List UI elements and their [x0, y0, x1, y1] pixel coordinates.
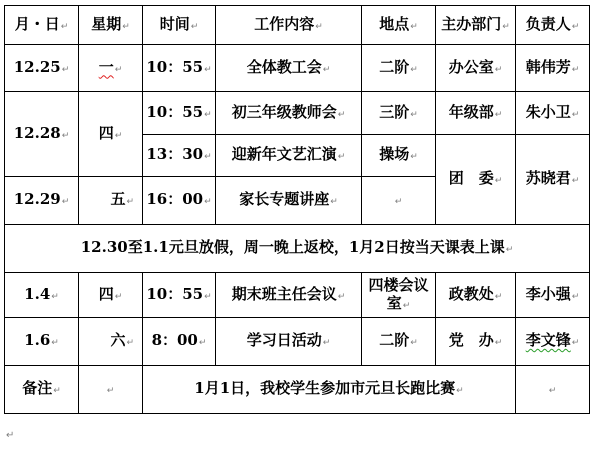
header-place: 地点↵: [362, 6, 436, 45]
cell-weekday: ↵: [79, 366, 143, 414]
cell-content: 家长专题讲座↵: [216, 177, 362, 225]
cell-content: 全体教工会↵: [216, 45, 362, 92]
cell-person: 韩伟芳↵: [516, 45, 590, 92]
cell-date: 12.25↵: [5, 45, 79, 92]
cropped-title-fragment: [150, 0, 420, 3]
cell-place: 二阶↵: [362, 318, 436, 366]
remark-row: [5, 366, 590, 414]
paragraph-mark: ↵: [6, 430, 15, 441]
cell-person: 李文锋↵: [516, 318, 590, 366]
cell-content: 初三年级教师会↵: [216, 92, 362, 135]
cell-place: ↵: [362, 177, 436, 225]
header-time: 时间↵: [143, 6, 216, 45]
cell-person: ↵: [516, 366, 590, 414]
table-row: [5, 92, 590, 135]
cell-dept: 政教处↵: [436, 273, 516, 318]
cell-place: 操场↵: [362, 135, 436, 177]
cell-place: 二阶↵: [362, 45, 436, 92]
cell-content: 学习日活动↵: [216, 318, 362, 366]
cell-place: 四楼会议室↵: [362, 273, 436, 318]
cell-date: 1.6↵: [5, 318, 79, 366]
notice-row: [5, 225, 590, 273]
header-dept: 主办部门↵: [436, 6, 516, 45]
cell-dept: 党 办↵: [436, 318, 516, 366]
cell-dept: 办公室↵: [436, 45, 516, 92]
cell-person: 苏晓君↵: [516, 135, 590, 225]
cell-weekday: 一↵: [79, 45, 143, 92]
header-weekday: 星期↵: [79, 6, 143, 45]
schedule-table: [4, 5, 590, 414]
cell-date: 1.4↵: [5, 273, 79, 318]
header-row: [5, 6, 590, 45]
cell-time: 10：55↵: [143, 92, 216, 135]
header-date: 月・日↵: [5, 6, 79, 45]
cell-dept: 年级部↵: [436, 92, 516, 135]
cell-time: 16：00↵: [143, 177, 216, 225]
cell-content: 迎新年文艺汇演↵: [216, 135, 362, 177]
table-row: [5, 45, 590, 92]
remark-label: 备注↵: [5, 366, 79, 414]
cell-weekday: 四↵: [79, 92, 143, 177]
cell-weekday: 六↵: [79, 318, 143, 366]
cell-date: 12.29↵: [5, 177, 79, 225]
cell-place: 三阶↵: [362, 92, 436, 135]
remark-content: 1月1日，我校学生参加市元旦长跑比赛↵: [143, 366, 516, 414]
cell-date: 12.28↵: [5, 92, 79, 177]
holiday-notice: 12.30至1.1元旦放假，周一晚上返校，1月2日按当天课表上课↵: [5, 225, 590, 273]
cell-person: 朱小卫↵: [516, 92, 590, 135]
cell-time: 10：55↵: [143, 273, 216, 318]
cell-time: 10：55↵: [143, 45, 216, 92]
cell-weekday: 五↵: [79, 177, 143, 225]
table-row: [5, 273, 590, 318]
cell-time: 8：00↵: [143, 318, 216, 366]
cell-time: 13：30↵: [143, 135, 216, 177]
header-person: 负责人↵: [516, 6, 590, 45]
cell-person: 李小强↵: [516, 273, 590, 318]
table-row: [5, 318, 590, 366]
header-content: 工作内容↵: [216, 6, 362, 45]
cell-content: 期末班主任会议↵: [216, 273, 362, 318]
cell-weekday: 四↵: [79, 273, 143, 318]
cell-dept: 团 委↵: [436, 135, 516, 225]
